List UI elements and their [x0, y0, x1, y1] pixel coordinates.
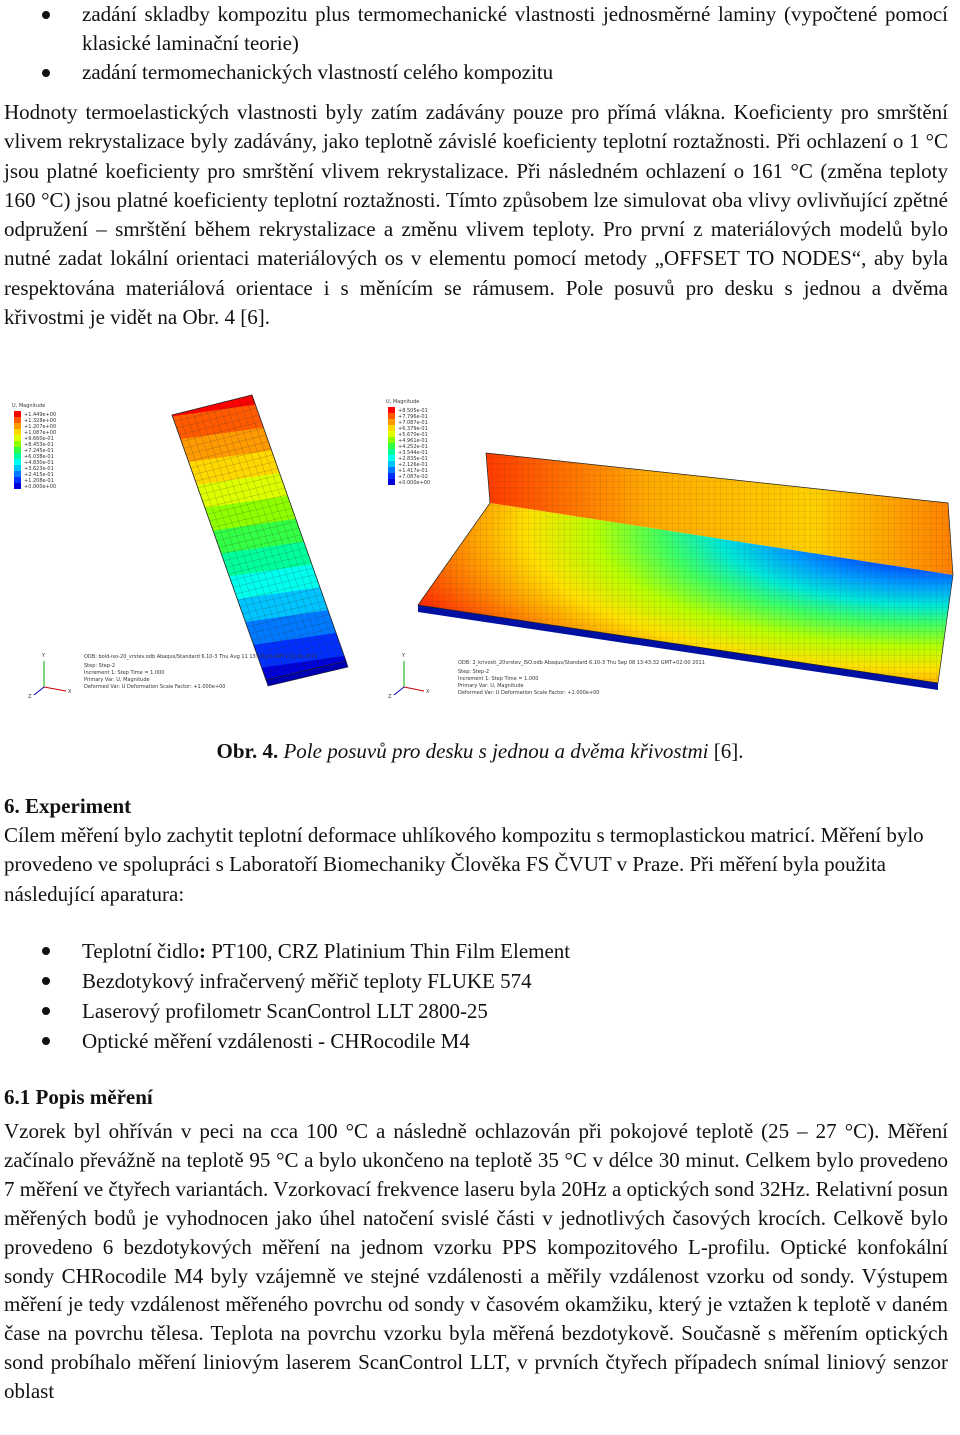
- plate-mesh: [154, 385, 354, 700]
- legend-value: +1.417e-01: [398, 468, 428, 474]
- axis-triad: [28, 653, 72, 700]
- svg-text:Y: Y: [42, 653, 46, 659]
- svg-text:X: X: [68, 689, 72, 695]
- caption-text: Pole posuvů pro desku s jednou a dvěma křivostmi: [283, 739, 709, 763]
- axis-triad: [388, 653, 430, 700]
- paragraph-thermoelastic: Hodnoty termoelastických vlastnosti byly zatím zadávány pouze pro přímá vlákna. Koeficienty pro smrštění vlivem rekrystalizace byly zadávány, jako teplotně závislé koeficienty teplotní roztažnosti. Při ochlazení o 1 °C jsou platné koeficienty pro smrštění vlivem rekrystalizace. Při následném ochlazení o 161 °C (změna teploty 160 °C) jsou platné koeficienty teplotní roztažnosti. Tímto způsobem lze simulovat oba vlivy ovlivňující zpětné odpružení – smrštění během rekrystalizace a změnu vlivem teploty. Pro první z materiálových modelů bylo nutné zadat lokální orientaci materiálových os v elementu pomocí metody „OFFSET TO NODES“, aby byla respektována materiálová orientace i s měnícím se rámusem. Pole posuvů pro desku s jednou a dvěma křivostmi je vidět na Obr. 4 [6].: [4, 100, 948, 330]
- list-item: zadání skladby kompozitu plus termomechanické vlastnosti jednosměrné laminy (vypočtené pomocí klasické laminační teorie): [4, 0, 948, 58]
- legend-swatch: [14, 411, 21, 417]
- legend-value: +4.830e-01: [24, 460, 54, 466]
- legend-swatch: [14, 429, 21, 435]
- legend-title: U, Magnitude: [12, 403, 46, 409]
- caption-label: Obr. 4.: [216, 739, 279, 763]
- top-bullet-list: [4, 0, 948, 87]
- caption-ref: [6].: [713, 739, 744, 763]
- list-item: Teplotní čidlo: PT100, CRZ Platinium Thin Film Element: [4, 936, 948, 966]
- legend-value: +5.670e-01: [398, 432, 428, 438]
- legend-swatch: [14, 459, 21, 465]
- legend-swatch: [388, 425, 395, 431]
- legend-swatch: [388, 407, 395, 413]
- legend-swatch: [14, 423, 21, 429]
- paragraph-measurement: Vzorek byl ohříván v peci na cca 100 °C a následně ochlazován při pokojové teplotě (25 – 27 °C). Měření začínalo převážně na teplotě 95 °C a bylo ukončeno na teplotě 35 °C v délce 30 minut. Celkem bylo provedeno 7 měření ve čtyřech variantách. Vzorkovací frekvence laseru byla 20Hz a optických sond 32Hz. Relativní posun měřených bodů je vyhodnocen jako úhel natočení svislé části v jednotlivých časových krocích. Celkově bylo provedeno 6 bezdotykových měření na jednom vzorku PPS kompozitového L-profilu. Optické konfokální sondy CHRocodile M4 byly vzájemně ve stejné vzdálenosti a měřily vzdálenost vzorku od sondy. Výstupem měření je tedy vzdálenost měřeného povrchu od sondy v časovém okamžiku, který je vztažen k teplotě v daném čase na povrchu tělesa. Teplota na povrchu vzorku byla měřená bezdotykově. Současně s měřením optických sond probíhalo měření liniovým laserem ScanControl LLT, v prvních čtyřech případech snímal liniový senzor oblast: [4, 1119, 948, 1404]
- legend-swatch: [14, 417, 21, 423]
- svg-text:X: X: [426, 689, 430, 695]
- legend-value: +1.208e-01: [24, 478, 54, 484]
- legend-value: +0.000e+00: [24, 484, 57, 490]
- figure-l-profile-two-curvatures: [378, 385, 958, 700]
- legend-swatch: [388, 443, 395, 449]
- legend-value: +3.623e-01: [24, 466, 54, 472]
- legend-title: U, Magnitude: [386, 399, 420, 405]
- legend-value: +1.328e+00: [24, 418, 57, 424]
- l-profile-mesh: [418, 453, 953, 690]
- list-item: zadání termomechanických vlastností celého kompozitu: [4, 58, 948, 87]
- contour-legend: [386, 399, 430, 486]
- legend-swatch: [14, 483, 21, 489]
- legend-swatch: [14, 471, 21, 477]
- svg-text:Deformed Var: U Deformation: Deformed Var: U Deformation Scale Factor: +1.000e+00: [458, 690, 600, 696]
- svg-text:Z: Z: [388, 694, 392, 700]
- figure-plate-one-curvature: [4, 385, 354, 700]
- svg-text:ODB: bold-iso-20_vrstev.odb: ODB: bold-iso-20_vrstev.odb Abaqus/Standard 6.10-3 Thu Aug 11 13:49:15 GMT+02:00 2011: [84, 654, 318, 660]
- svg-text:Z: Z: [28, 694, 32, 700]
- legend-swatch: [14, 453, 21, 459]
- legend-swatch: [14, 465, 21, 471]
- legend-value: +2.835e-01: [398, 456, 428, 462]
- apparatus-list: [4, 936, 948, 1056]
- svg-text:Primary Var: U, Magnitude: Primary Var: U, Magnitude: [458, 683, 524, 689]
- legend-swatch: [388, 461, 395, 467]
- legend-swatch: [388, 473, 395, 479]
- legend-swatch: [388, 413, 395, 419]
- fea-plot-right: [378, 385, 958, 700]
- svg-text:Increment 1: Step Time =: Increment 1: Step Time = 1.000: [84, 670, 165, 676]
- legend-swatch: [388, 449, 395, 455]
- legend-swatch: [14, 441, 21, 447]
- svg-text:Increment 1: Step Time =: Increment 1: Step Time = 1.000: [458, 676, 539, 682]
- legend-value: +7.087e-01: [398, 420, 428, 426]
- legend-value: +8.505e-01: [398, 408, 428, 414]
- legend-value: +4.252e-01: [398, 444, 428, 450]
- svg-text:ODB: 2_krivosti_20vrstev_ISO.o: ODB: 2_krivosti_20vrstev_ISO.odb Abaqus/Standard 6.10-3 Thu Sep 08 13:43:32 GMT+02:00 2011: [458, 660, 705, 666]
- legend-swatch: [14, 435, 21, 441]
- legend-value: +7.087e-02: [398, 474, 428, 480]
- contour-legend: [12, 403, 56, 490]
- legend-value: +6.038e-01: [24, 454, 54, 460]
- legend-swatch: [388, 419, 395, 425]
- legend-value: +1.207e+00: [24, 424, 57, 430]
- legend-value: +1.449e+00: [24, 412, 57, 418]
- legend-value: +2.415e-01: [24, 472, 54, 478]
- list-item: Laserový profilometr ScanControl LLT 2800-25: [4, 996, 948, 1026]
- legend-value: +4.961e-01: [398, 438, 428, 444]
- list-item: Bezdotykový infračervený měřič teploty FLUKE 574: [4, 966, 948, 996]
- legend-swatch: [388, 479, 395, 485]
- legend-value: +9.660e-01: [24, 436, 54, 442]
- svg-text:Step: Step-2: Step: Step-2: [458, 669, 490, 675]
- legend-value: +3.544e-01: [398, 450, 428, 456]
- legend-value: +6.379e-01: [398, 426, 428, 432]
- legend-value: +2.126e-01: [398, 462, 428, 468]
- legend-value: +0.000e+00: [398, 480, 431, 486]
- legend-swatch: [388, 437, 395, 443]
- svg-text:Deformed Var: U Deformation: Deformed Var: U Deformation Scale Factor: +1.000e+00: [84, 684, 226, 690]
- fea-plot-left: [4, 385, 354, 700]
- legend-value: +8.453e-01: [24, 442, 54, 448]
- svg-text:Y: Y: [402, 653, 406, 659]
- subsection-heading: 6.1 Popis měření: [4, 1085, 153, 1109]
- info-block: [458, 660, 705, 696]
- svg-text:Primary Var: U, Magnitude: Primary Var: U, Magnitude: [84, 677, 150, 683]
- legend-value: +7.245e-01: [24, 448, 54, 454]
- legend-swatch: [388, 467, 395, 473]
- section-heading: 6. Experiment: [4, 794, 132, 818]
- legend-swatch: [388, 431, 395, 437]
- paragraph-experiment: Cílem měření bylo zachytit teplotní deformace uhlíkového kompozitu s termoplastickou matricí. Měření bylo provedeno ve spolupráci s Laboratoří Biomechaniky Člověka FS ČVUT v Praze. Při měření byla použita následující aparatura:: [4, 823, 924, 906]
- figure-caption: [0, 737, 960, 765]
- legend-value: +7.796e-01: [398, 414, 428, 420]
- legend-swatch: [14, 477, 21, 483]
- legend-swatch: [388, 455, 395, 461]
- legend-value: +1.087e+00: [24, 430, 57, 436]
- list-item: Optické měření vzdálenosti - CHRocodile M4: [4, 1026, 948, 1056]
- legend-swatch: [14, 447, 21, 453]
- svg-text:Step: Step-2: Step: Step-2: [84, 663, 116, 669]
